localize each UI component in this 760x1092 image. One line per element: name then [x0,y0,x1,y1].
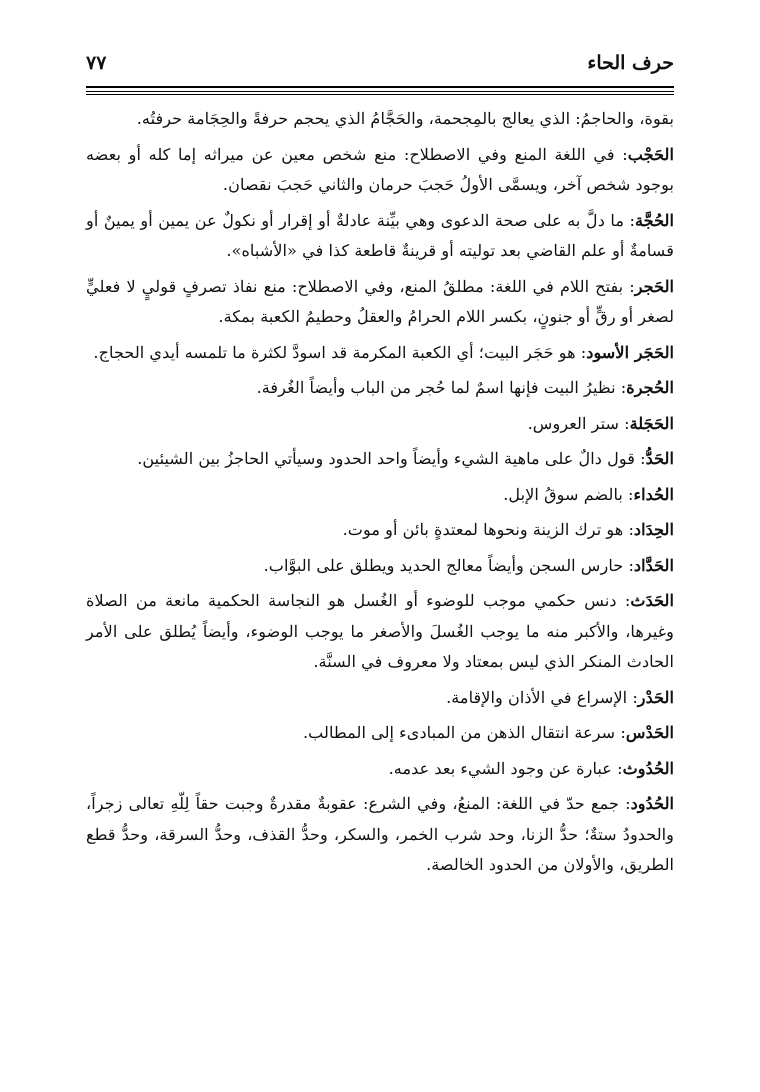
entry-hajar-aswad [86,338,674,369]
entry-haddad [86,551,674,582]
entry-definition: دنس حكمي موجب للوضوء أو الغُسل هو النجاسة الحكمية مانعة من الصلاة وغيرها، والأكبر منه ما يوجب الغُسلَ والأصغر ما يوجب الوضوء، وأيضاً يُطلق على الأمر الحادث المنكر الذي ليس بمعتاد ولا معروف في السنَّة. [86,591,674,671]
entry-definition: قول دالٌ على ماهية الشيء وأيضاً واحد الحدود وسيأتي الحاجزُ بين الشيئين. [137,449,635,468]
entry-headword: الحُدُود [630,794,674,813]
header-rule-thick [86,86,674,88]
entry-definition: بفتح اللام في اللغة: مطلقُ المنع، وفي الاصطلاح: منع نفاذ تصرفٍ قوليٍ لا فعليٍّ لصغر أو رقٍّ أو جنونٍ، بكسر اللام الحرامُ والعقلُ وحطيمُ الكعبة بمكة. [86,276,674,326]
entry-hudud [86,789,674,881]
entry-hajb [86,140,674,201]
entry-huduth [86,754,674,785]
entry-definition: هو حَجَر البيت؛ أي الكعبة المكرمة قد اسودَّ لكثرة ما تلمسه أيدي الحجاج. [93,342,576,362]
entry-separator: : [616,591,631,610]
entry-headword: الحُجرة [626,378,674,397]
entry-separator: : [622,484,634,504]
entry-separator: : [618,794,631,813]
entry-separator: : [619,413,630,433]
entry-hajala [86,409,674,440]
entry-separator: : [623,520,634,539]
entry-separator: : [627,687,638,707]
entry-headword: الحِدَاد [633,520,674,539]
entry-separator: : [624,210,635,230]
entry-hadath [86,586,674,678]
entry-definition: حارس السجن وأيضاً معالج الحديد ويطلق على البوَّاب. [263,555,624,575]
entry-headword: الحَجَر الأسود [586,342,674,362]
entry-headword: الحَدَّاد [633,555,674,575]
header-rule-thin-1 [86,91,674,92]
entry-definition: عبارة عن وجود الشيء بعد عدمه. [388,758,612,778]
entry-definition: بقوة، والحاجمُ: الذي يعالج بالمِجحمة، والحَجَّامُ الذي يحجم حرفةً والحِجَامة حرفتُه. [136,109,674,128]
entry-definition: الإسراع في الأذان والإقامة. [446,687,628,707]
entry-definition: نظيرُ البيت فإنها اسمٌ لما حُجر من الباب وأيضاً الغُرفة. [256,378,616,397]
entry-definition: بالضم سوقُ الإبل. [503,484,623,504]
entry-headword: الحَجَلة [629,413,674,433]
entry-hudaa [86,480,674,511]
dictionary-entries [86,104,674,886]
header-rule-thin-2 [86,94,674,95]
entry-separator: : [615,723,626,742]
entry-hujra [86,373,674,404]
entry-separator: : [623,555,634,575]
chapter-title: حرف الحاء [587,52,674,74]
entry-hads [86,718,674,749]
entry-separator: : [575,342,587,362]
entry-definition: هو ترك الزينة ونحوها لمعتدةٍ بائن أو موت. [342,520,624,539]
entry-headword: الحَجْب [627,144,674,164]
entry-hidad [86,515,674,546]
entry-headword: الحَدُّ [645,449,674,468]
entry-separator: : [635,449,646,468]
entry-separator: : [611,758,623,778]
entry-headword: الحُداء [633,484,674,504]
entry-headword: الحَدْس [625,723,674,742]
running-header [86,46,674,80]
entry-hadd [86,444,674,475]
entry-definition: في اللغة المنع وفي الاصطلاح: منع شخص معين عن ميراثه إما كله أو بعضه بوجود شخص آخر، ويسمَّى الأولُ حَجبَ حرمان والثاني حَجبَ نقصان. [86,144,674,194]
entry-headword: الحَدْر [637,687,674,707]
entry-headword: الحُجَّة [634,210,674,230]
entry-hujja [86,206,674,267]
entry-definition: ما دلَّ به على صحة الدعوى وهي بيِّنة عادلةٌ أو إقرار أو نكولٌ عن يمين أو يمينٌ أو قسامةٌ أو علم القاضي بعد توليته أو قرينةٌ قاطعة كذا في «الأشباه». [86,210,674,260]
entry-definition: جمع حدّ في اللغة: المنعُ، وفي الشرع: عقوبةٌ مقدرةٌ وجبت حقاً لِلّهِ تعالى زجراً، والحدودُ ستةٌ؛ حدُّ الزنا، وحد شرب الخمر، والسكر، وحدُّ القذف، وحدُّ السرقة، وحدُّ قطع الطريق، والأولان من الحدود الخالصة. [86,794,674,874]
entry-continuation [86,104,674,135]
entry-hajr [86,272,674,333]
entry-separator: : [615,378,627,397]
entry-headword: الحَدَث [630,591,674,610]
entry-separator: : [623,276,635,296]
entry-definition: ستر العروس. [527,413,620,433]
page-number: ٧٧ [86,52,107,74]
entry-hadr [86,683,674,714]
entry-headword: الحَجر [634,276,674,296]
entry-headword: الحُدُوث [622,758,674,778]
entry-separator: : [614,144,628,164]
entry-definition: سرعة انتقال الذهن من المبادىء إلى المطالب. [303,723,616,742]
